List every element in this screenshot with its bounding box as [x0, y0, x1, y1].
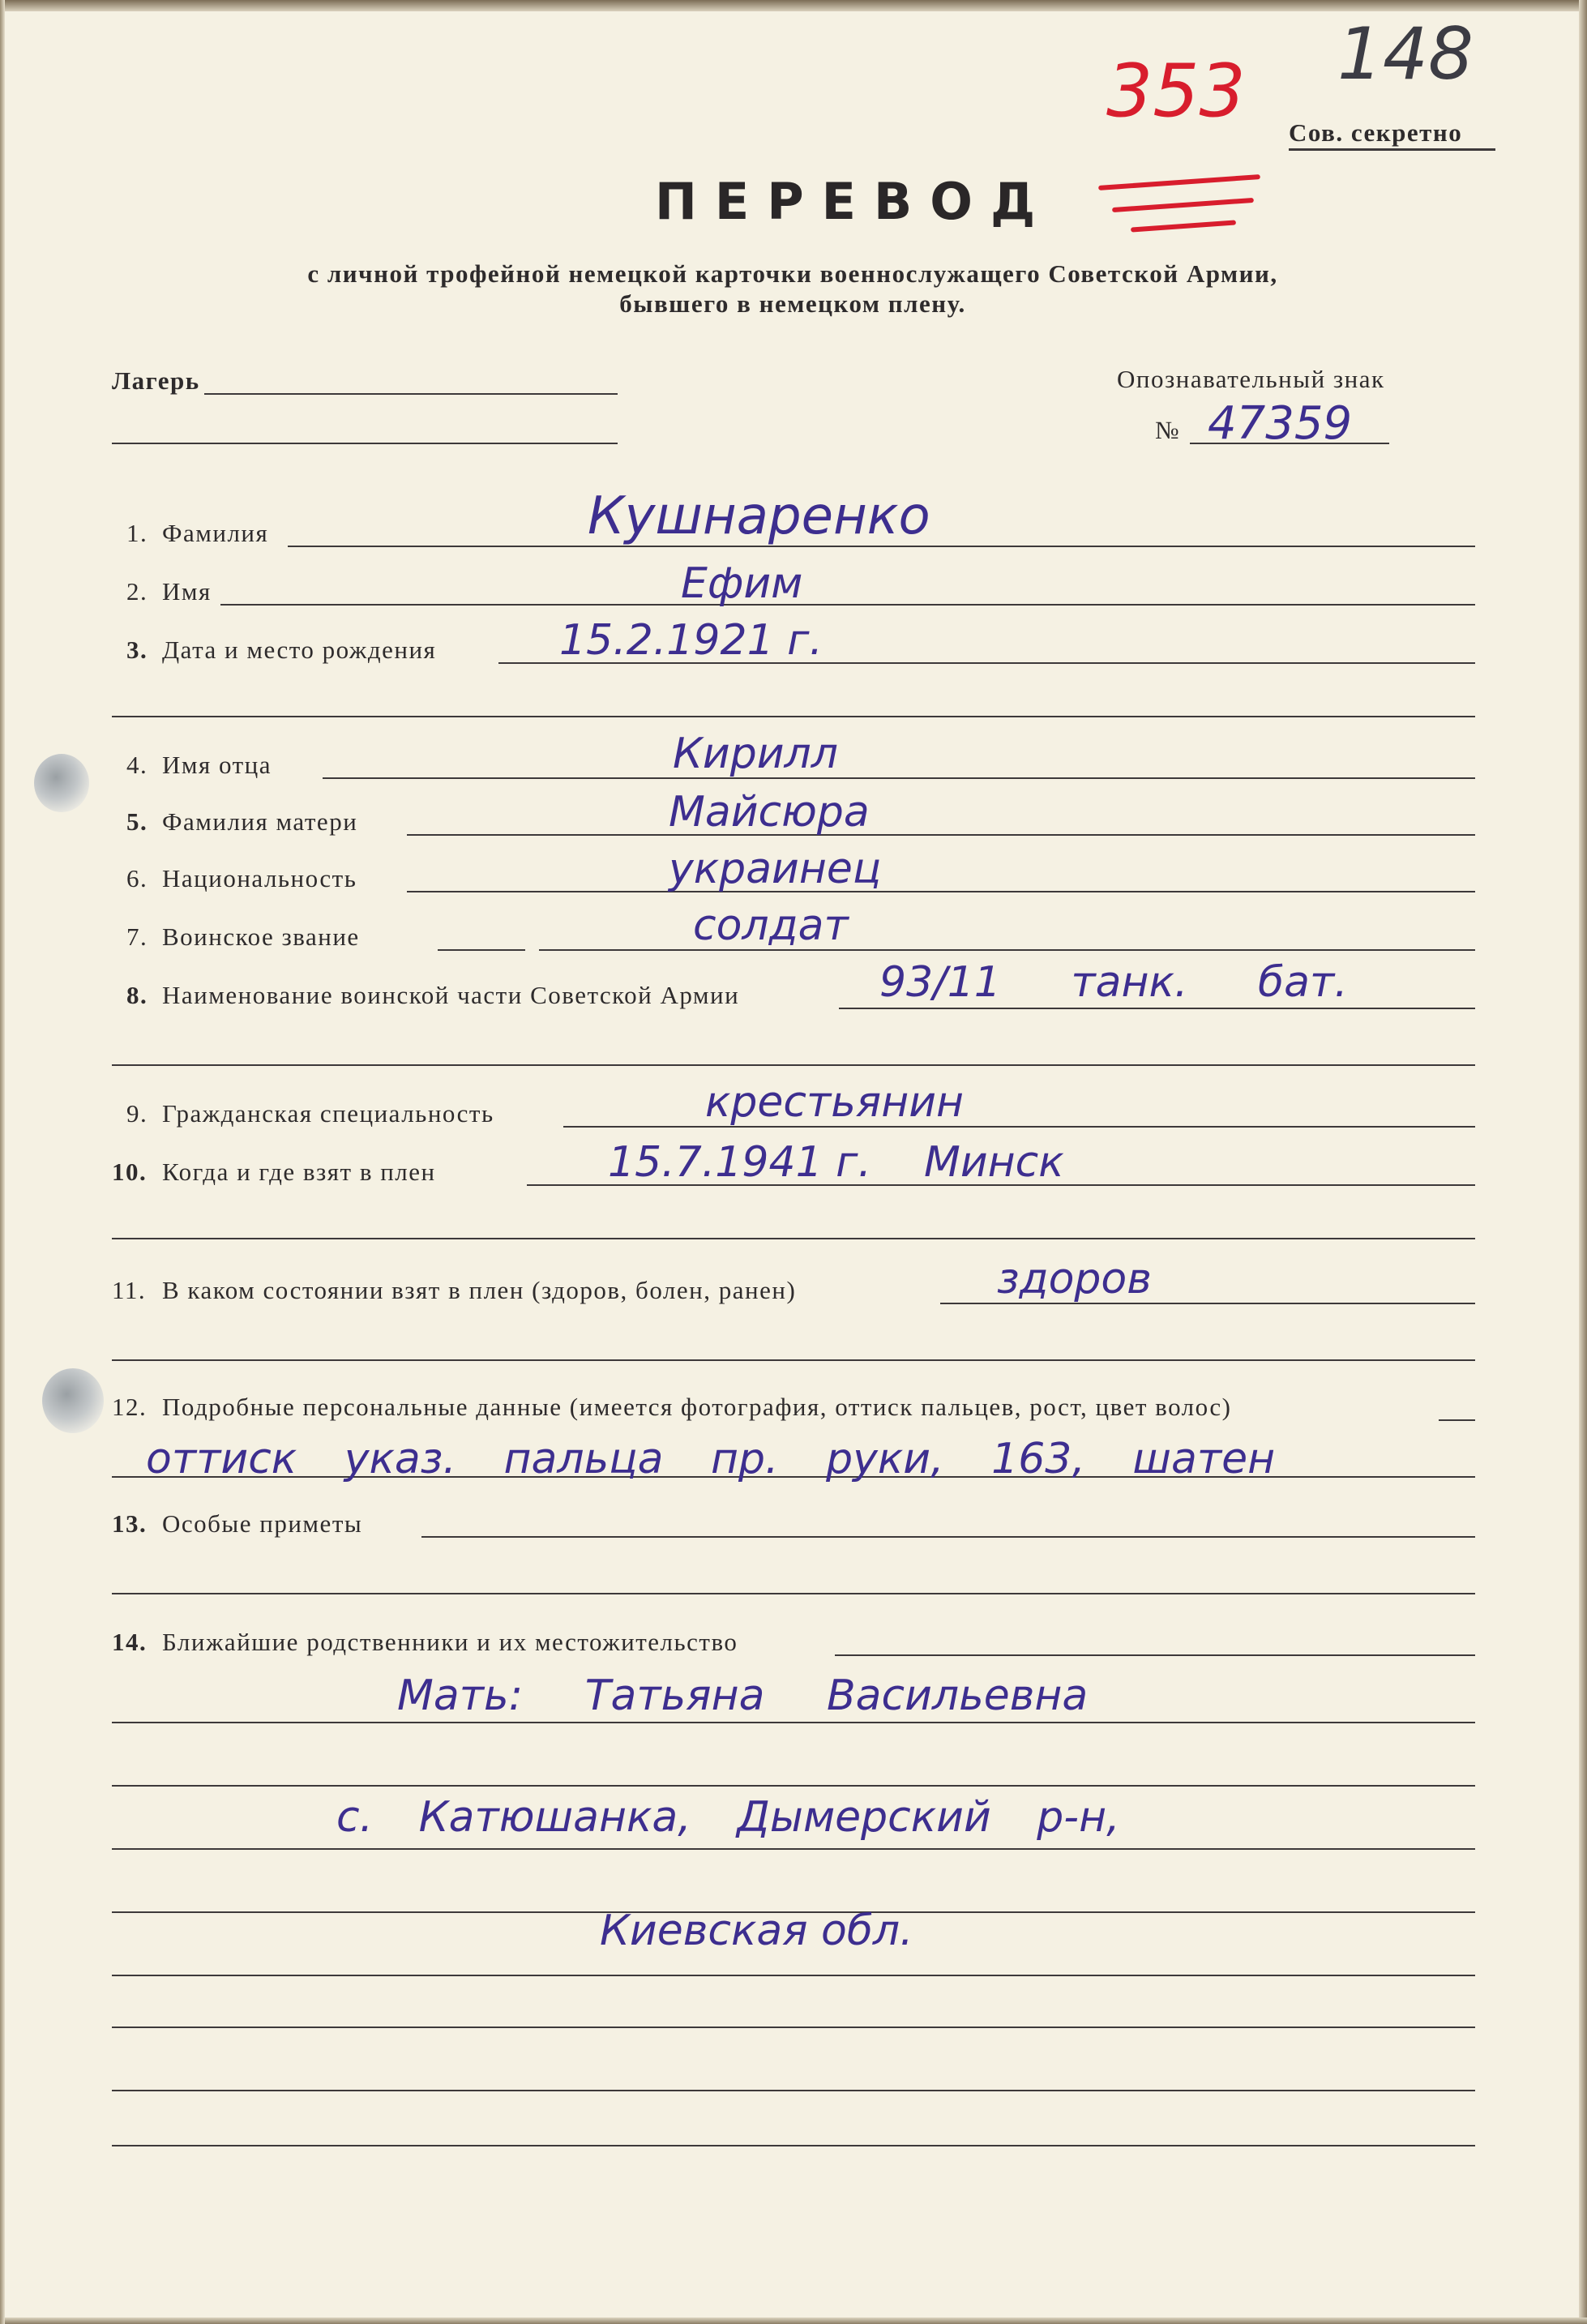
red-underline-3	[1131, 220, 1236, 232]
field-8-line-2	[112, 1064, 1475, 1066]
field-13-number: 13.	[112, 1509, 148, 1538]
field-5-value: Майсюра	[669, 788, 870, 837]
punch-hole-2	[42, 1368, 104, 1433]
document-subtitle-line1: с личной трофейной немецкой карточки военнослужащего Советской Армии,	[307, 259, 1278, 288]
field-12-value: оттиск указ. пальца пр. руки, 163, шатен	[146, 1435, 1276, 1483]
field-1-label: Фамилия	[162, 519, 269, 547]
field-11-value: здоров	[997, 1255, 1152, 1303]
field-8-value: 93/11 танк. бат.	[879, 958, 1348, 1007]
punch-hole-1	[34, 754, 89, 812]
field-7-number: 7.	[126, 922, 148, 951]
field-5-line	[407, 834, 1475, 836]
document-subtitle-line2: бывшего в немецком плену.	[619, 289, 966, 318]
field-8-label: Наименование воинской части Советской Армии	[162, 981, 740, 1009]
field-9-number: 9.	[126, 1099, 148, 1128]
field-12-number: 12.	[112, 1393, 148, 1421]
secrecy-label: Сов. секретно	[1289, 118, 1463, 147]
field-14-number: 14.	[112, 1628, 148, 1656]
field-4-value: Кирилл	[673, 730, 838, 778]
field-6-line	[407, 891, 1475, 892]
id-number-value: 47359	[1208, 397, 1353, 450]
paper-edge-right	[1579, 0, 1587, 2324]
field-2-label: Имя	[162, 577, 212, 606]
field-10-place: Минск	[924, 1138, 1064, 1187]
red-underline-2	[1112, 198, 1254, 212]
paper-edge-bottom	[0, 2318, 1587, 2324]
field-3-number: 3.	[126, 636, 148, 664]
field-10-date: 15.7.1941 г.	[608, 1138, 872, 1187]
field-5-number: 5.	[126, 807, 148, 836]
field-14-address: с. Катюшанка, Дымерский р-н,	[336, 1793, 1120, 1842]
field-1-number: 1.	[126, 519, 148, 547]
field-9-label: Гражданская специальность	[162, 1099, 494, 1128]
field-14-line-6	[112, 1975, 1475, 1976]
field-9-line	[563, 1126, 1475, 1128]
camp-label: Лагерь	[112, 366, 200, 395]
field-14-line-8	[112, 2090, 1475, 2091]
secrecy-underline	[1289, 148, 1495, 151]
field-6-value: украинец	[669, 845, 882, 893]
field-14-line-9	[112, 2145, 1475, 2146]
id-tag-label: Опознавательный знак	[1117, 365, 1385, 393]
field-10-number: 10.	[112, 1158, 148, 1186]
field-14-line-4	[112, 1848, 1475, 1850]
field-7-label: Воинское звание	[162, 922, 360, 951]
field-14-line-7	[112, 2027, 1475, 2028]
field-14-region: Киевская обл.	[600, 1907, 913, 1955]
field-10-label: Когда и где взят в плен	[162, 1158, 436, 1186]
field-8-number: 8.	[126, 981, 148, 1009]
id-number-prefix: №	[1155, 416, 1181, 444]
field-10-line-2	[112, 1238, 1475, 1239]
field-14-line	[835, 1654, 1475, 1656]
field-11-label: В каком состоянии взят в плен (здоров, болен, ранен)	[162, 1276, 797, 1304]
field-2-line	[220, 604, 1475, 606]
field-3-label: Дата и место рождения	[162, 636, 437, 664]
field-3-value: 15.2.1921 г.	[559, 616, 823, 665]
field-14-line-3	[112, 1785, 1475, 1787]
field-2-number: 2.	[126, 577, 148, 606]
field-11-number: 11.	[112, 1276, 147, 1304]
field-14-relative: Мать: Татьяна Васильевна	[397, 1671, 1089, 1720]
field-13-label: Особые приметы	[162, 1509, 363, 1538]
field-7-line-b	[539, 949, 1475, 951]
field-13-line	[421, 1536, 1475, 1538]
field-7-value: солдат	[693, 901, 849, 950]
field-13-line-2	[112, 1593, 1475, 1594]
field-6-label: Национальность	[162, 864, 357, 892]
field-11-line-2	[112, 1359, 1475, 1361]
archive-page-number: 148	[1337, 12, 1474, 96]
field-6-number: 6.	[126, 864, 148, 892]
paper-edge-left	[0, 0, 5, 2324]
field-14-line-2	[112, 1722, 1475, 1723]
field-12-label: Подробные персональные данные (имеется фотография, оттиск пальцев, рост, цвет волос)	[162, 1393, 1232, 1421]
paper-edge-top	[0, 0, 1587, 11]
field-5-label: Фамилия матери	[162, 807, 358, 836]
red-file-number: 353	[1106, 49, 1246, 134]
field-4-label: Имя отца	[162, 751, 272, 779]
field-9-value: крестьянин	[705, 1078, 965, 1127]
field-14-label: Ближайшие родственники и их местожительство	[162, 1628, 738, 1656]
field-2-value: Ефим	[681, 559, 803, 608]
camp-line-2	[112, 443, 618, 444]
field-3-line-2	[112, 716, 1475, 717]
field-4-number: 4.	[126, 751, 148, 779]
field-7-line-a	[438, 949, 525, 951]
camp-line-1	[204, 393, 618, 395]
field-8-line	[839, 1008, 1475, 1009]
field-12-line	[1439, 1419, 1475, 1421]
field-1-value: Кушнаренко	[588, 486, 930, 546]
field-4-line	[323, 777, 1475, 779]
document-title: ПЕРЕВОД	[655, 172, 1054, 231]
red-underline-1	[1098, 174, 1260, 190]
